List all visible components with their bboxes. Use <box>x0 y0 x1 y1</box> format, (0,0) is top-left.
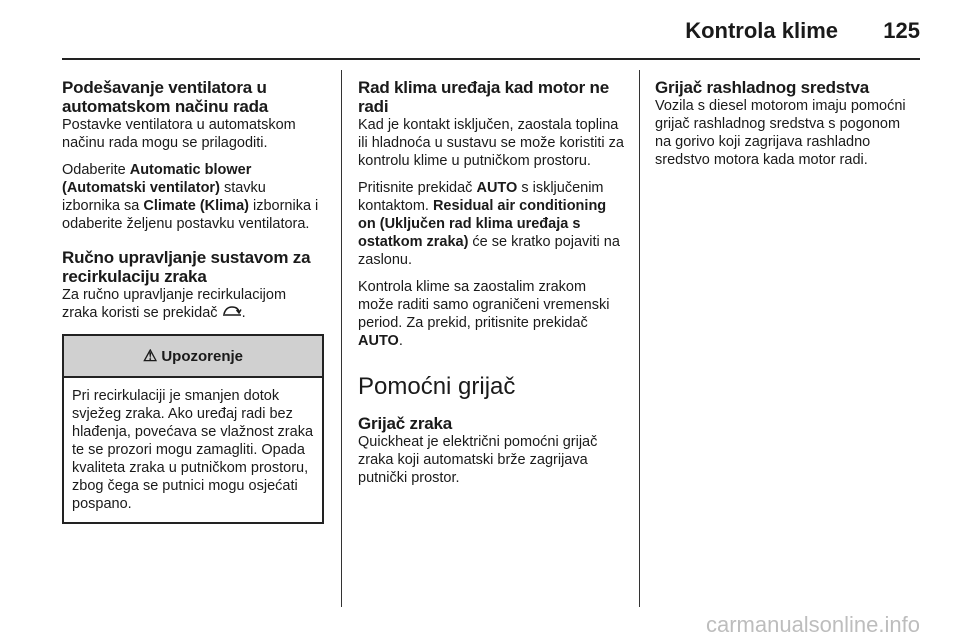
paragraph-coolant-heater: Vozila s diesel motorom imaju pomoćni grijač rashladnog sredstva s pogonom na gorivo koji zagrijava rashladno sredstvo motora kada motor radi. <box>655 98 906 168</box>
page-header <box>62 18 920 58</box>
menu-climate: Climate (Klima) <box>143 198 249 214</box>
section-heading-air-heater: Grijač zraka <box>358 414 452 433</box>
column-3 <box>655 78 917 169</box>
auto-switch-label-2: AUTO <box>358 333 399 349</box>
menu-item-automatic-blower: Automatic blower (Automatski ventilator) <box>62 162 252 196</box>
recirculation-icon <box>222 304 242 322</box>
section-heading-auxiliary-heater: Pomoćni grijač <box>358 373 516 400</box>
section-heading-coolant-heater: Grijač rashladnog sredstva <box>655 78 869 97</box>
paragraph-blower-select: Odaberite Automatic blower (Automatski ventilator) stavku izbornika sa Climate (Klima) izbornika i odaberite željenu postavku ventilatora. <box>62 162 319 232</box>
paragraph-quickheat: Quickheat je električni pomoćni grijač zraka koji automatski brže zagrijava putnički prostor. <box>358 434 598 486</box>
warning-text: Pri recirkulaciji je smanjen dotok svježeg zraka. Ako uređaj radi bez hlađenja, povećava se vlažnost zraka te se prozori mogu zamagliti. Opada kvaliteta zraka u putničkom prostoru, zbog čega se putnici mogu osjećati pospano. <box>72 388 314 513</box>
header-title: Kontrola klime <box>685 18 838 43</box>
warning-header <box>64 336 322 378</box>
warning-box <box>62 334 324 524</box>
section-heading-residual-ac: Rad klima uređaja kad motor ne radi <box>358 78 609 116</box>
warning-title: Upozorenje <box>161 347 244 365</box>
page-number: 125 <box>883 18 920 43</box>
paragraph-recirculation: Za ručno upravljanje recirkulacijom zraka koristi se prekidač . <box>62 287 287 321</box>
column-divider-1 <box>341 70 342 607</box>
section-heading-recirculation: Ručno upravljanje sustavom za recirkulaciju zraka <box>62 248 311 286</box>
column-1 <box>62 78 324 524</box>
paragraph-residual-intro: Kad je kontakt isključen, zaostala toplina ili hladnoća u sustavu se može koristiti za kontrolu klime u putničkom prostoru. <box>358 117 624 169</box>
column-divider-2 <box>639 70 640 607</box>
paragraph-blower-intro: Postavke ventilatora u automatskom načinu rada mogu se prilagoditi. <box>62 117 296 151</box>
paragraph-residual-limit: Kontrola klime sa zaostalim zrakom može raditi samo ograničeni vremenski period. Za prekid, pritisnite prekidač AUTO. <box>358 279 610 349</box>
auto-switch-label: AUTO <box>476 180 518 196</box>
header-divider <box>62 58 920 60</box>
paragraph-residual-auto: Pritisnite prekidač AUTO s isključenim kontaktom. Residual air conditioning on (Uključen rad klima uređaja s ostatkom zraka) će se kratko pojaviti na zaslonu. <box>358 180 620 268</box>
column-2 <box>358 78 624 487</box>
residual-ac-message: Residual air conditioning on (Uključen rad klima uređaja s ostatkom zraka) <box>358 198 607 250</box>
watermark: carmanualsonline.info <box>705 612 920 637</box>
section-heading-blower-auto: Podešavanje ventilatora u automatskom načinu rada <box>62 78 269 116</box>
warning-icon: ⚠ <box>142 348 158 366</box>
